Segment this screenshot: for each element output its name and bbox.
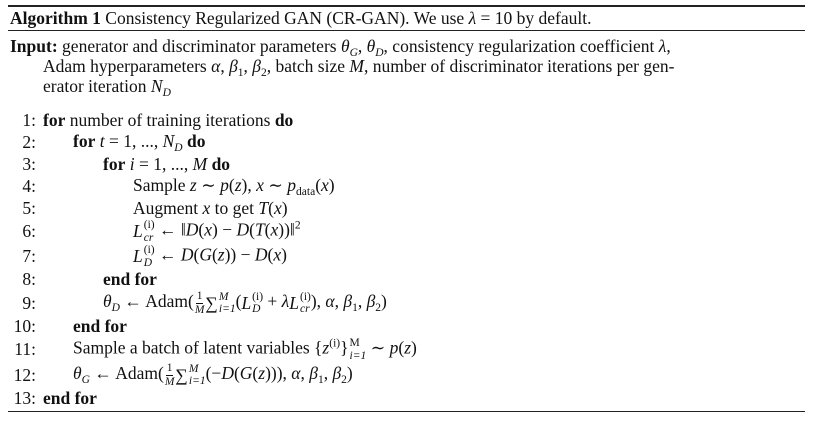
algorithm-line	[0, 244, 813, 269]
sum-sign-icon: ∑	[175, 364, 188, 385]
text: Augment	[133, 198, 203, 218]
line-content	[133, 175, 335, 198]
keyword: end for	[103, 269, 157, 289]
subscript: G	[349, 47, 358, 59]
line-number: 12:	[13, 364, 36, 385]
algorithm-body	[0, 110, 813, 412]
math-sub-sup	[133, 244, 155, 269]
math-symbol: G	[199, 244, 212, 265]
algorithm-line	[0, 388, 813, 409]
line-content	[133, 219, 301, 244]
math-symbol: z	[189, 175, 197, 195]
sub-sup-stack	[300, 291, 311, 316]
math-symbol: x	[202, 198, 211, 218]
text: ,	[334, 291, 344, 312]
algorithm-line	[0, 316, 813, 337]
text: generator and discriminator parameters	[57, 36, 341, 56]
superscript: (i)	[252, 290, 264, 303]
keyword: Algorithm 1	[10, 8, 101, 28]
math-symbol: D	[221, 363, 234, 384]
math-symbol: p	[287, 175, 297, 195]
math-symbol: M	[192, 154, 208, 174]
math-symbol: β	[229, 56, 238, 76]
text: )	[411, 337, 417, 358]
superscript: (i)	[299, 290, 311, 303]
math-symbol: x	[273, 198, 282, 218]
text: (	[315, 175, 322, 195]
math-symbol: z	[258, 363, 266, 384]
math-symbol: p	[389, 337, 399, 358]
math-symbol: z	[404, 337, 412, 358]
input-line	[0, 56, 813, 79]
math-symbol: θ	[340, 36, 350, 56]
line-number: 2:	[22, 132, 36, 152]
sub-sup-stack	[144, 244, 155, 269]
subscript: D	[143, 256, 153, 269]
math-symbol: z	[217, 244, 225, 265]
text: ∼	[366, 337, 390, 358]
text: Adam hyperparameters	[43, 56, 212, 76]
line-content	[43, 110, 293, 131]
math-sub-sup	[289, 291, 311, 316]
superscript: (i)	[329, 337, 341, 350]
math-symbol: θ	[103, 291, 112, 312]
keyword: for	[43, 110, 66, 130]
subscript: cr	[143, 231, 154, 244]
math-symbol: p	[220, 175, 229, 195]
keyword: do	[211, 154, 231, 174]
line-number: 10:	[13, 316, 36, 336]
text: ,	[357, 291, 367, 312]
text: ∼	[263, 175, 288, 195]
text: Sample	[133, 175, 190, 195]
line-number: 13:	[13, 388, 36, 408]
numerator: 1	[196, 290, 203, 302]
subscript: 2	[341, 374, 347, 387]
math-symbol: θ	[366, 36, 376, 56]
math-base: L	[133, 246, 143, 266]
text: (	[249, 219, 255, 240]
line-content	[103, 290, 387, 316]
text: Sample a batch of latent variables {	[73, 337, 323, 358]
text: , batch size	[266, 56, 350, 76]
sub-sup-stack	[144, 219, 155, 244]
algorithm-line	[0, 219, 813, 244]
denominator: M	[164, 375, 175, 388]
line-content	[73, 362, 353, 388]
text: }	[340, 337, 349, 358]
line-number: 9:	[22, 292, 36, 313]
math-symbol: x	[273, 244, 282, 265]
math-symbol: N	[150, 76, 163, 96]
text: )	[346, 363, 353, 384]
subscript: 1	[237, 67, 244, 79]
algorithm-line	[0, 110, 813, 131]
subscript: data	[296, 186, 316, 198]
sum-upper: M	[218, 290, 229, 303]
math-symbol: M	[349, 56, 364, 76]
text: )	[328, 175, 335, 195]
math-base: L	[133, 221, 143, 241]
text: (−	[205, 363, 222, 384]
line-number: 3:	[22, 154, 36, 174]
algorithm-line	[0, 175, 813, 198]
math-sub-sup	[349, 337, 367, 362]
input-line	[0, 36, 813, 59]
text: ,	[300, 363, 310, 384]
math-symbol: D	[180, 244, 194, 265]
math-symbol: T	[258, 198, 269, 218]
text: +	[263, 291, 282, 312]
math-symbol: β	[309, 363, 318, 384]
text: )	[281, 198, 288, 218]
math-symbol: T	[254, 219, 265, 240]
text: )) −	[224, 244, 255, 265]
fraction	[165, 362, 175, 388]
line-content	[103, 154, 230, 175]
text: ,	[243, 56, 253, 76]
subscript: D	[174, 142, 183, 154]
subscript: D	[111, 302, 120, 315]
text: )	[281, 244, 287, 265]
math-symbol: D	[236, 219, 250, 240]
math-symbol: λ	[658, 36, 667, 56]
text: ← Adam(	[89, 363, 164, 384]
line-content	[73, 337, 417, 362]
text: number of training iterations	[65, 110, 275, 130]
math-symbol: D	[185, 219, 199, 240]
text: (	[193, 244, 200, 265]
sum-limits	[189, 363, 206, 388]
text: (	[268, 198, 274, 218]
text: (	[267, 244, 274, 265]
algorithm-line	[0, 290, 813, 316]
math-symbol: x	[204, 219, 213, 240]
algorithm-line	[0, 131, 813, 154]
math-symbol: λ	[281, 291, 290, 312]
keyword: do	[186, 131, 206, 151]
math-symbol: D	[254, 244, 268, 265]
text: (	[228, 175, 235, 195]
text: erator iteration	[43, 76, 151, 96]
text: ←	[154, 244, 181, 265]
denominator: M	[194, 303, 205, 316]
text: ),	[241, 175, 257, 195]
algorithm-line	[0, 337, 813, 362]
line-number: 4:	[22, 176, 36, 196]
text: (	[233, 363, 240, 384]
sub-sup-stack	[252, 291, 263, 316]
text: ← Adam(	[119, 291, 194, 312]
text: ,	[666, 36, 671, 56]
subscript: 2	[261, 67, 267, 79]
math-symbol: α	[291, 363, 301, 384]
line-content	[103, 269, 157, 290]
bottom-rule	[8, 411, 805, 412]
subscript: 1	[317, 374, 324, 387]
text: ,	[357, 36, 367, 56]
line-number: 6:	[22, 221, 36, 241]
algorithm-input	[0, 36, 813, 99]
text: ,	[220, 56, 230, 76]
superscript: (i)	[143, 219, 155, 231]
algorithm-line	[0, 198, 813, 219]
math-base: L	[289, 292, 299, 313]
subscript: D	[252, 303, 261, 315]
math-sub-sup	[133, 219, 155, 244]
algorithm-caption	[10, 8, 592, 28]
text: )	[381, 291, 387, 312]
text: (	[264, 219, 271, 240]
text: (	[235, 291, 242, 312]
input-line	[0, 76, 813, 99]
keyword: end for	[43, 388, 97, 408]
algorithm-lines	[0, 110, 813, 409]
algorithm-line	[0, 269, 813, 290]
line-content	[73, 316, 127, 337]
math-symbol: z	[322, 337, 330, 358]
text: to get	[210, 198, 259, 218]
text: ,	[323, 363, 333, 384]
sum-limits	[219, 291, 236, 316]
subscript: cr	[299, 303, 310, 315]
text: = 10 by default.	[476, 8, 592, 28]
line-number: 11:	[14, 339, 36, 359]
text: (	[252, 363, 259, 384]
subscript: 2	[375, 302, 382, 315]
algorithm-line	[0, 154, 813, 175]
math-symbol: α	[211, 56, 221, 76]
math-symbol: β	[366, 291, 376, 312]
line-number: 5:	[22, 198, 36, 218]
text: ))),	[265, 363, 292, 384]
superscript: (i)	[143, 244, 155, 256]
math-symbol: G	[239, 363, 253, 384]
math-symbol: β	[252, 56, 261, 76]
math-symbol: t	[99, 131, 105, 151]
math-base: L	[241, 292, 252, 313]
text: (	[211, 244, 218, 265]
subscript: i=1	[349, 349, 367, 362]
subscript: D	[162, 87, 171, 99]
caption-rule	[8, 30, 805, 31]
keyword: do	[274, 110, 294, 130]
keyword: for	[103, 154, 126, 174]
subscript: G	[81, 374, 90, 387]
math-symbol: z	[234, 175, 242, 195]
algorithm-line	[0, 362, 813, 388]
line-number: 7:	[22, 246, 36, 266]
line-number: 1:	[22, 110, 36, 130]
text: ) −	[212, 219, 237, 240]
math-symbol: θ	[73, 363, 82, 384]
text: , number of discriminator iterations per gen-	[363, 56, 675, 76]
subscript: D	[375, 47, 384, 59]
math-symbol: x	[321, 175, 329, 195]
fraction	[195, 290, 205, 316]
top-rule	[8, 5, 805, 7]
superscript: 2	[294, 219, 301, 232]
math-sub-sup	[241, 291, 263, 316]
numerator: 1	[166, 362, 173, 374]
math-symbol: i	[129, 154, 135, 174]
text: ∼	[196, 175, 221, 195]
keyword: Input:	[10, 36, 58, 56]
text: = 1, ...,	[104, 131, 163, 151]
math-symbol: x	[256, 175, 264, 195]
sum-lower: i=1	[218, 303, 236, 315]
keyword: for	[73, 131, 96, 151]
keyword: end for	[73, 316, 127, 336]
text: ← ‖	[154, 219, 186, 240]
text: (	[398, 337, 405, 358]
sum-upper: M	[188, 362, 199, 375]
line-number: 8:	[22, 269, 36, 289]
text: ))‖	[278, 219, 295, 240]
text: (	[198, 219, 205, 240]
sum-lower: i=1	[188, 375, 206, 387]
line-content	[133, 244, 287, 269]
math-symbol: β	[343, 291, 353, 312]
line-content	[43, 388, 97, 409]
line-content	[133, 198, 288, 219]
math-symbol: N	[162, 131, 175, 151]
subscript: 1	[352, 302, 358, 315]
text: = 1, ...,	[134, 154, 193, 174]
sub-sup-stack	[350, 337, 367, 362]
text: , consistency regularization coefficient	[383, 36, 659, 56]
math-symbol: x	[270, 219, 279, 240]
text: ),	[310, 291, 326, 312]
text: Consistency Regularized GAN (CR-GAN). We use	[100, 8, 469, 28]
sum-sign-icon: ∑	[205, 292, 218, 313]
summation	[175, 363, 205, 388]
superscript: M	[349, 337, 360, 349]
line-content	[73, 131, 205, 154]
math-symbol: β	[332, 363, 342, 384]
math-symbol: α	[325, 291, 335, 312]
summation	[205, 291, 235, 316]
math-symbol: λ	[468, 8, 477, 28]
